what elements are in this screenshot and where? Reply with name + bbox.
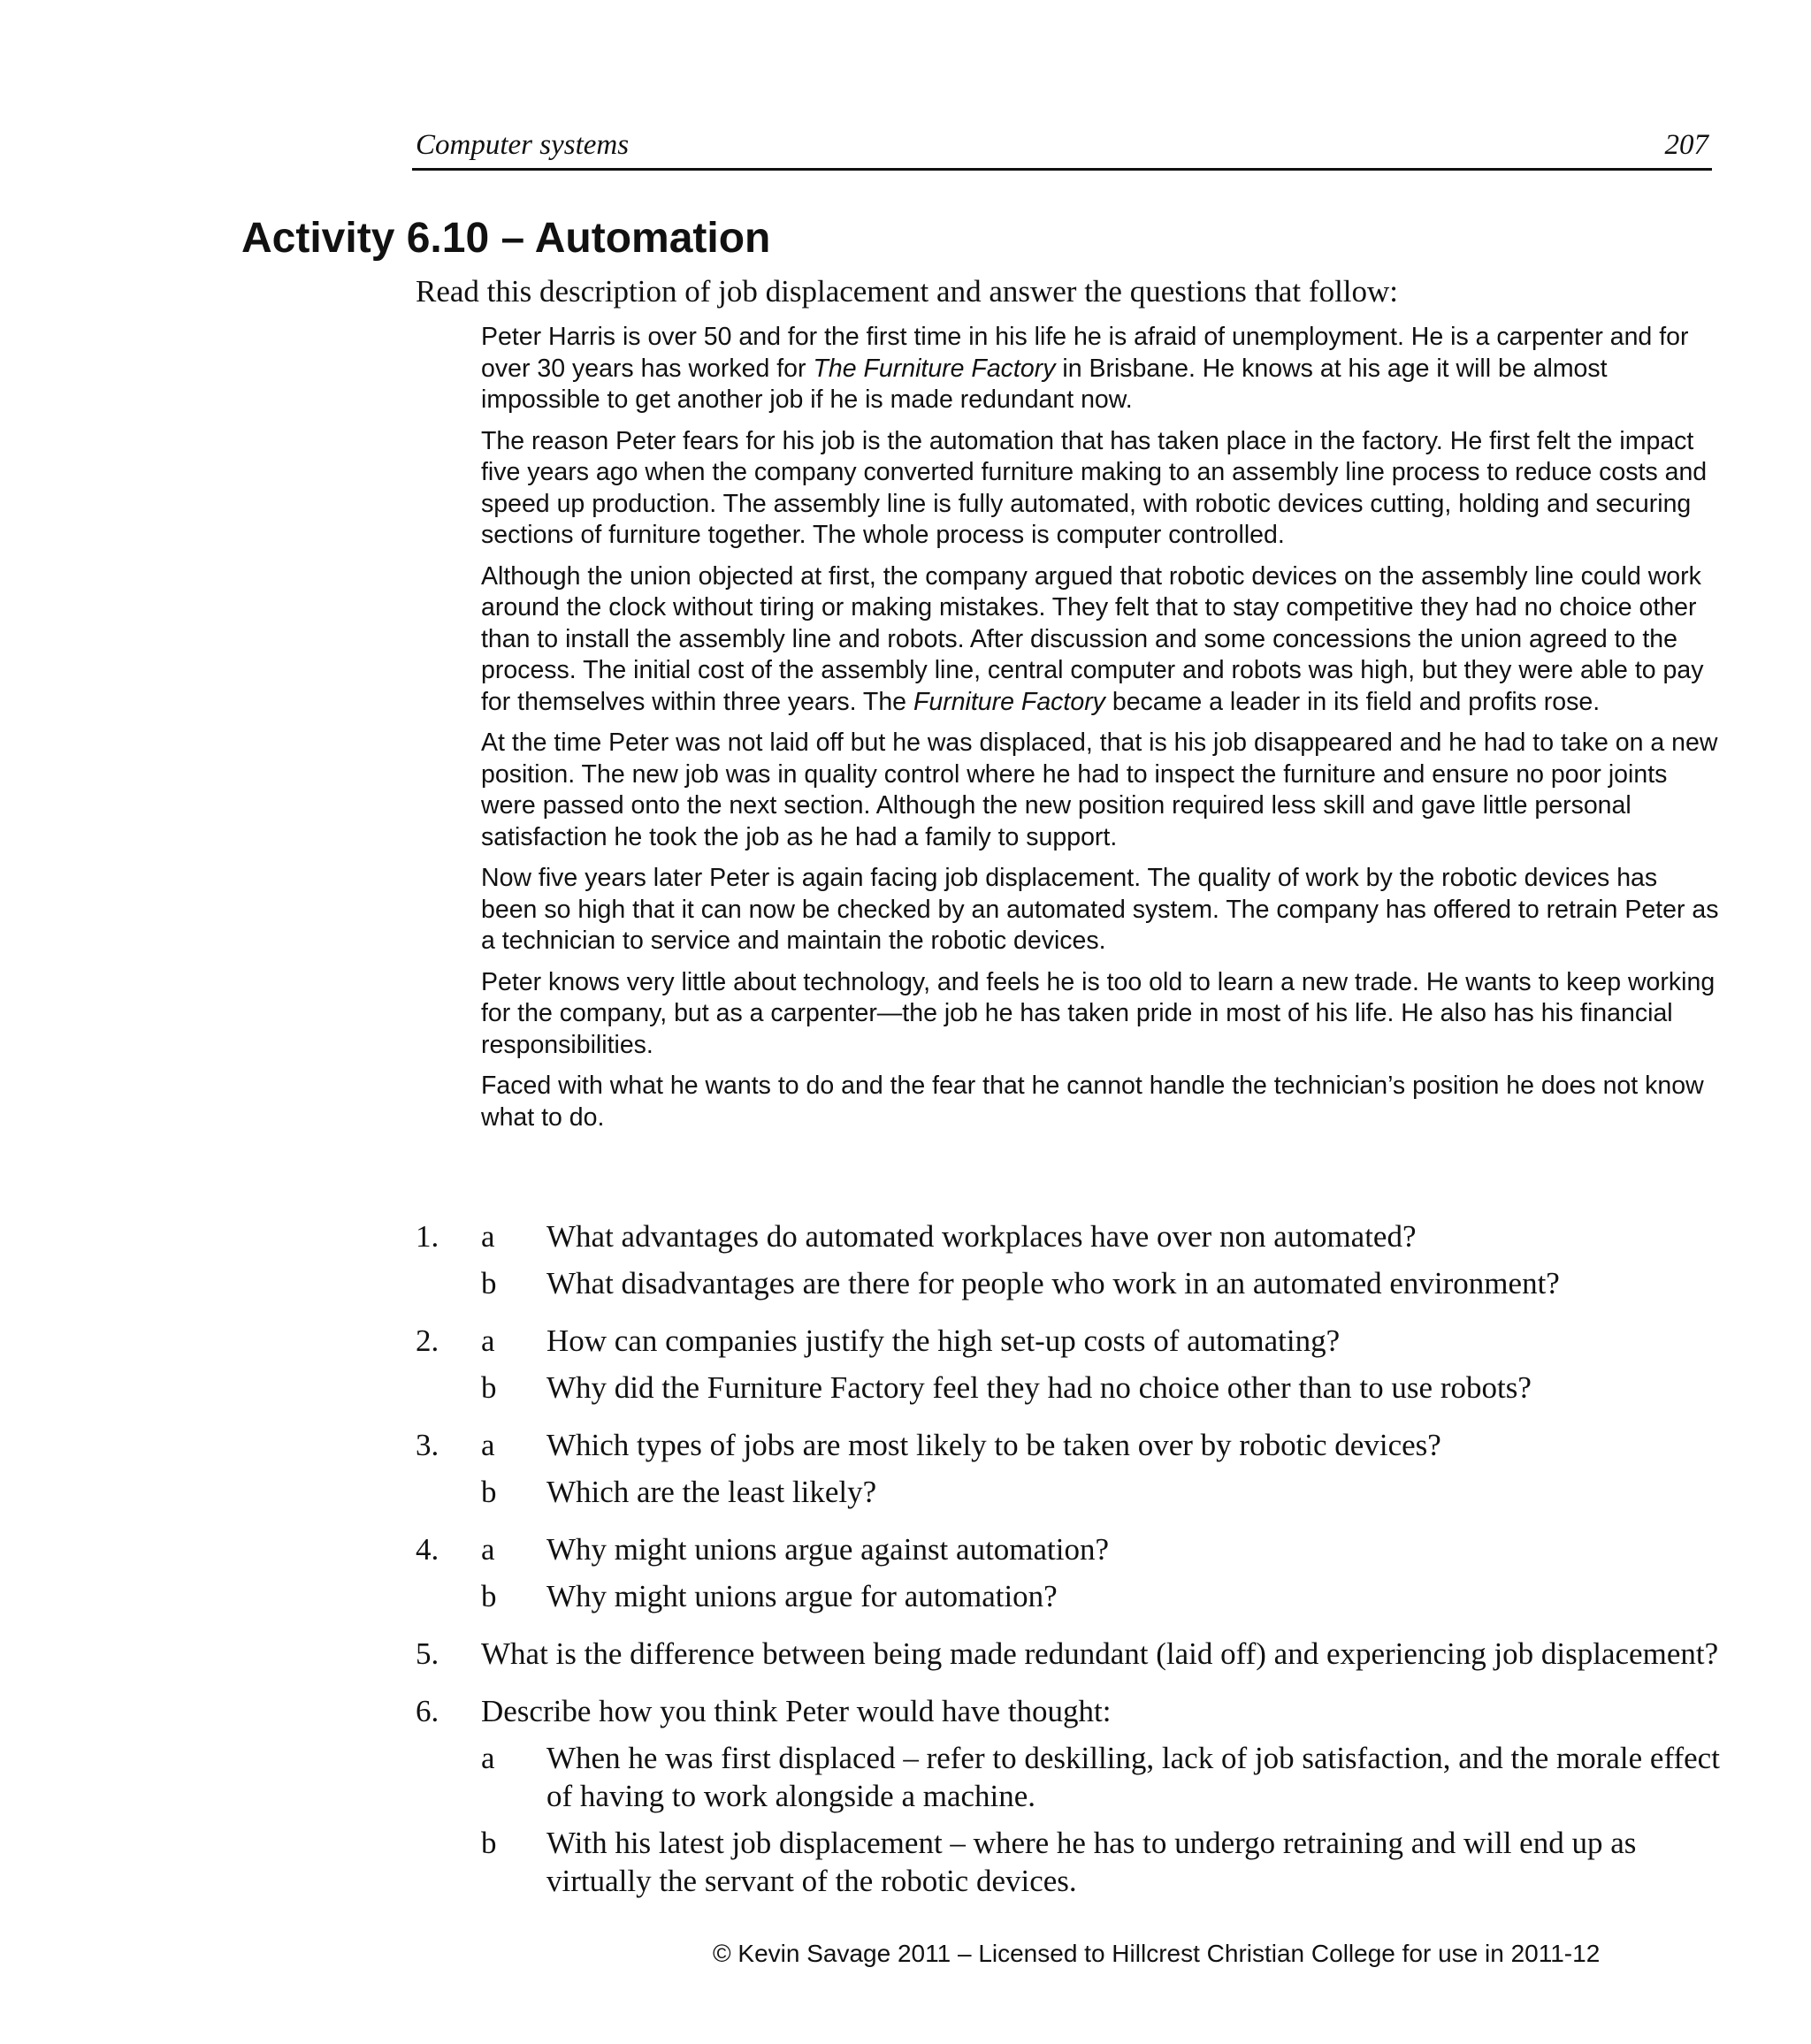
question-text: When he was first displaced – refer to deskilling, lack of job satisfaction, and the morale effect of having to work alongside a machine. xyxy=(546,1741,1720,1813)
passage-paragraph-4: At the time Peter was not laid off but he was displaced, that is his job disappeared and he had to take on a new position. The new job was in quality control where he had to inspect the furniture and ensure no poor joints were passed onto the next section. Although the new position required less skill and gave little personal satisfaction he took the job as he had a family to support. xyxy=(481,728,1718,851)
question-4 xyxy=(412,1530,1721,1615)
question-text: What advantages do automated workplaces have over non automated? xyxy=(546,1219,1417,1254)
passage-paragraph-2: The reason Peter fears for his job is the automation that has taken place in the factory. He first felt the impact five years ago when the company converted furniture making to an assembly line process to reduce costs and speed up production. The assembly line is fully automated, with robotic devices cutting, holding and securing sections of furniture together. The whole process is computer controlled. xyxy=(481,426,1708,549)
part-letter: b xyxy=(481,1370,497,1405)
question-text: Why might unions argue for automation? xyxy=(546,1579,1058,1613)
part-letter: a xyxy=(481,1323,495,1358)
part-letter: b xyxy=(481,1266,497,1300)
question-number: 5. xyxy=(416,1636,439,1671)
question-1 xyxy=(412,1217,1721,1302)
section-title: Computer systems xyxy=(416,129,630,161)
question-text: Describe how you think Peter would have thought: xyxy=(481,1694,1112,1728)
question-text: Why might unions argue against automation? xyxy=(546,1532,1110,1567)
company-name: Furniture Factory xyxy=(913,687,1105,716)
part-letter: a xyxy=(481,1428,495,1462)
passage-paragraph-5: Now five years later Peter is again facing job displacement. The quality of work by the robotic devices has been so high that it can now be checked by an automated system. The company has offered to retrain Peter as a technician to service and maintain the robotic devices. xyxy=(481,864,1719,955)
part-letter: b xyxy=(481,1475,497,1509)
question-2 xyxy=(412,1322,1721,1407)
question-text: Why did the Furniture Factory feel they had no choice other than to use robots? xyxy=(546,1370,1532,1405)
question-3 xyxy=(412,1426,1721,1511)
intro-instruction: Read this description of job displacement and answer the questions that follow: xyxy=(416,274,1399,309)
passage-paragraph-1: Peter Harris is over 50 and for the first time in his life he is afraid of unemployment. He is a carpenter and for over 30 years has worked for The Furniture Factory in Brisbane. He knows at his age it will be almost impossible to get another job if he is made redundant now. xyxy=(481,323,1689,414)
passage-paragraph-6: Peter knows very little about technology, and feels he is too old to learn a new trade. He wants to keep working for the company, but as a carpenter—the job he has taken pride in most of his life. He also has his financial responsibilities. xyxy=(481,967,1715,1059)
case-study-passage xyxy=(481,322,1719,1143)
question-text: Which are the least likely? xyxy=(546,1475,877,1509)
company-name: The Furniture Factory xyxy=(813,354,1056,383)
question-number: 3. xyxy=(416,1428,439,1462)
part-letter: a xyxy=(481,1741,495,1775)
passage-paragraph-3: Although the union objected at first, the company argued that robotic devices on the assembly line could work around the clock without tiring or making mistakes. They felt that to stay competitive they had no choice other than to install the assembly line and robots. After discussion and some concessions the union agreed to the process. The initial cost of the assembly line, central computer and robots was high, but they were able to pay for themselves within three years. The Furniture Factory became a leader in its field and profits rose. xyxy=(481,561,1704,716)
question-text: What is the difference between being made redundant (laid off) and experiencing job displacement? xyxy=(481,1636,1719,1671)
question-text: How can companies justify the high set-up costs of automating? xyxy=(546,1323,1341,1358)
part-letter: a xyxy=(481,1532,495,1567)
question-text: With his latest job displacement – where he has to undergo retraining and will end up as virtually the servant of the robotic devices. xyxy=(546,1826,1637,1898)
part-letter: b xyxy=(481,1826,497,1860)
question-6 xyxy=(412,1692,1721,1900)
page-number: 207 xyxy=(1664,129,1708,161)
passage-paragraph-7: Faced with what he wants to do and the fear that he cannot handle the technician’s position he does not know what to do. xyxy=(481,1072,1704,1132)
question-number: 6. xyxy=(416,1694,439,1728)
question-list xyxy=(412,1217,1721,1919)
question-number: 4. xyxy=(416,1532,439,1567)
question-number: 2. xyxy=(416,1323,439,1358)
running-header xyxy=(412,127,1712,171)
question-text: Which types of jobs are most likely to be taken over by robotic devices? xyxy=(546,1428,1441,1462)
part-letter: b xyxy=(481,1579,497,1613)
question-number: 1. xyxy=(416,1219,439,1254)
question-5 xyxy=(412,1635,1721,1673)
copyright-footer: © Kevin Savage 2011 – Licensed to Hillcrest Christian College for use in 2011-12 xyxy=(713,1940,1601,1967)
part-letter: a xyxy=(481,1219,495,1254)
activity-title: Activity 6.10 – Automation xyxy=(241,215,771,262)
question-text: What disadvantages are there for people who work in an automated environment? xyxy=(546,1266,1560,1300)
